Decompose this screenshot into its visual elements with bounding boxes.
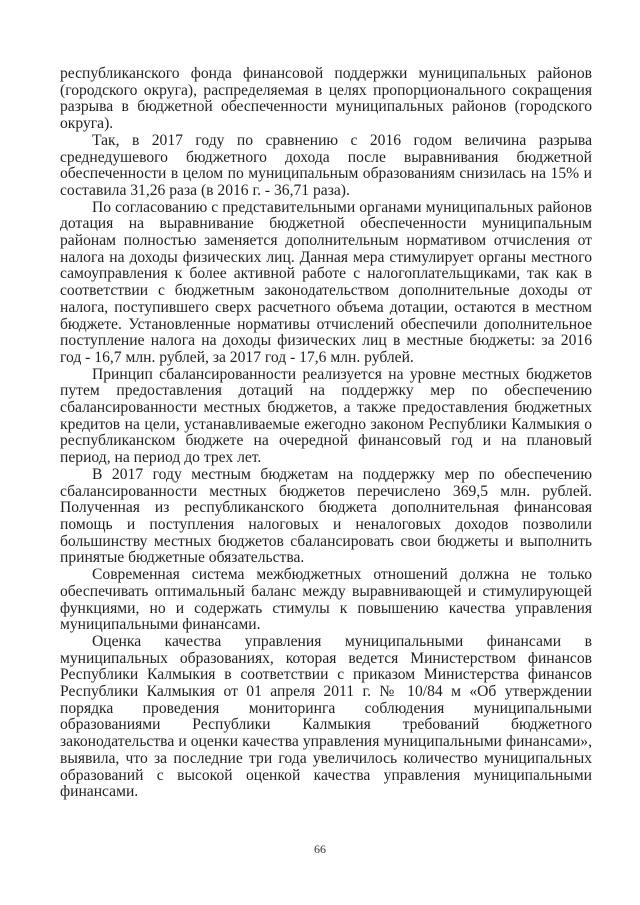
paragraph-3: По согласованию с представительными органами муниципальных районов дотация на выравнивание бюджетной обеспеченности муниципальным районам полностью заменяется дополнительным нормативом отчисления от налога на доходы физических лиц. Данная мера стимулирует органы местного самоуправления к более активной работе с налогоплательщиками, так как в соответствии с бюджетным законодательством дополнительные доходы от налога, поступившего сверх расчетного объема дотации, остаются в местном бюджете. Установленные нормативы отчислений обеспечили дополнительное поступление налога на доходы физических лиц в местные бюджеты: за 2016 год - 16,7 млн. рублей, за 2017 год - 17,6 млн. рублей. — [60, 198, 592, 366]
paragraph-4: Принцип сбалансированности реализуется на уровне местных бюджетов путем предоставления дотаций на поддержку мер по обеспечению сбалансированности местных бюджетов, а также предоставления бюджетных кредитов на цели, устанавливаемые ежегодно законом Республики Калмыкия о республиканском бюджете на очередной финансовый год и на плановый период, на период до трех лет. — [60, 365, 592, 467]
paragraph-2: Так, в 2017 году по сравнению с 2016 годом величина разрыва среднедушевого бюджетного дохода после выравнивания бюджетной обеспеченности в целом по муниципальным образованиям снизилась на 15% и составила 31,26 раза (в 2016 г. - 36,71 раза). — [60, 131, 592, 199]
paragraph-7: Оценка качества управления муниципальными финансами в муниципальных образованиях, которая ведется Министерством финансов Республики Калмыкия в соответствии с приказом Министерства финансов Республики Калмыкия от 01 апреля 2011 г. № 10/84 м «Об утверждении порядка проведения мониторинга соблюдения муниципальными образованиями Республики Калмыкия требований бюджетного законодательства и оценки качества управления муниципальными финансами», выявила, что за последние три года увеличилось количество муниципальных образований с высокой оценкой качества управления муниципальными финансами. — [60, 632, 592, 801]
paragraph-6: Современная система межбюджетных отношений должна не только обеспечивать оптимальный баланс между выравнивающей и стимулирующей функциями, но и содержать стимулы к повышению качества управления муниципальными финансами. — [60, 566, 592, 634]
paragraph-1: республиканского фонда финансовой поддержки муниципальных районов (городского округа), распределяемая в целях пропорционального сокращения разрыва в бюджетной обеспеченности муниципальных районов (городского округа). — [60, 65, 592, 133]
page-number: 66 — [314, 842, 326, 856]
document-body — [60, 66, 592, 801]
paragraph-5: В 2017 году местным бюджетам на поддержку мер по обеспечению сбалансированности местных бюджетов перечислено 369,5 млн. рублей. Полученная из республиканского бюджета дополнительная финансовая помощь и поступления налоговых и неналоговых доходов позволили большинству местных бюджетов сбалансировать свои бюджеты и выполнить принятые бюджетные обязательства. — [60, 465, 592, 567]
